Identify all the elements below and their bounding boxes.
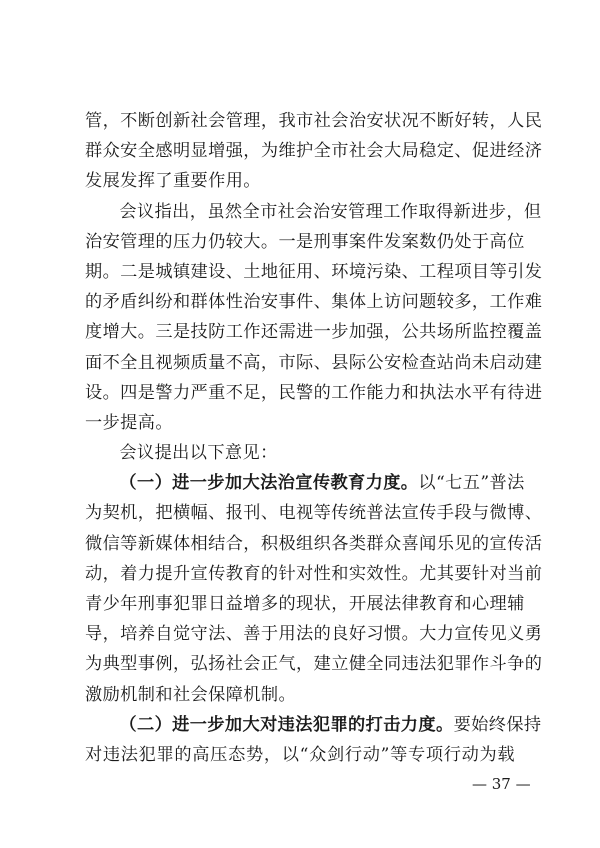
line-text: 激励机制和社会保障机制。 (85, 684, 297, 705)
text-line (85, 378, 543, 408)
paragraph (85, 468, 543, 710)
line-text: 治安管理的压力仍较大。一是刑事案件发案数仍处于高位 (85, 231, 525, 252)
line-text: 会议指出，虽然全市社会治安管理工作取得新进步，但 (119, 201, 542, 222)
text-line (85, 197, 542, 227)
text-line (85, 710, 542, 740)
text-line (85, 468, 525, 498)
paragraph (85, 197, 543, 439)
line-text: 青少年刑事犯罪日益增多的现状，开展法律教育和心理辅 (85, 594, 525, 614)
text-line (85, 257, 543, 287)
line-text: 导，培养自觉守法、善于用法的良好习惯。大力宣传见义勇 (85, 624, 543, 645)
line-text: 以“七五”普法 (418, 473, 525, 494)
line-text: 群众安全感明显增强，为维护全市社会大局稳定、促进经济 (85, 141, 543, 162)
text-line (85, 348, 543, 378)
text-line (85, 408, 515, 438)
text-line (85, 529, 543, 559)
line-text: 期。二是城镇建设、土地征用、环境污染、工程项目等引发 (85, 261, 543, 282)
line-text: 设。四是警力严重不足，民警的工作能力和执法水平有待进 (85, 382, 543, 403)
text-line (85, 287, 543, 317)
line-text: 要始终保持 (453, 714, 542, 735)
text-line (85, 589, 525, 619)
text-line (85, 498, 543, 528)
paragraph (85, 438, 515, 468)
text-line (85, 740, 515, 770)
section-heading: （二）进一步加大对违法犯罪的打击力度。 (119, 714, 454, 735)
line-text: 为典型事例，弘扬社会正气，建立健全同违法犯罪作斗争的 (85, 654, 543, 675)
line-text: 动，着力提升宣传教育的针对性和实效性。尤其要针对当前 (85, 563, 543, 584)
text-line (85, 649, 543, 679)
text-line (85, 317, 543, 347)
line-text: 一步提高。 (85, 412, 173, 433)
line-text: 的矛盾纠纷和群体性治安事件、集体上访问题较多，工作难 (85, 292, 543, 313)
line-text: 面不全且视频质量不高，市际、县际公安检查站尚未启动建 (85, 352, 543, 373)
paragraph (85, 106, 543, 197)
section-heading: （一）进一步加大法治宣传教育力度。 (119, 473, 419, 494)
text-line (85, 166, 515, 196)
text-line (85, 619, 543, 649)
line-text: 微信等新媒体相结合，积极组织各类群众喜闻乐见的宣传活 (85, 533, 543, 554)
line-text: 管，不断创新社会管理，我市社会治安状况不断好转，人民 (85, 111, 543, 131)
line-text: 对违法犯罪的高压态势，以“众剑行动”等专项行动为载 (85, 744, 515, 765)
paragraph (85, 710, 542, 770)
line-text: 为契机，把横幅、报刊、电视等传统普法宣传手段与微博、 (85, 503, 543, 524)
page-number: — 37 — (472, 775, 531, 793)
body-text (85, 106, 543, 770)
line-text: 会议提出以下意见： (119, 443, 278, 464)
text-line (85, 559, 543, 589)
line-text: 发展发挥了重要作用。 (85, 171, 261, 192)
text-line (85, 438, 515, 468)
text-line (85, 136, 543, 166)
line-text: 度增大。三是技防工作还需进一步加强，公共场所监控覆盖 (85, 322, 543, 343)
text-line (85, 680, 515, 710)
text-line (85, 106, 543, 136)
text-line (85, 227, 525, 257)
